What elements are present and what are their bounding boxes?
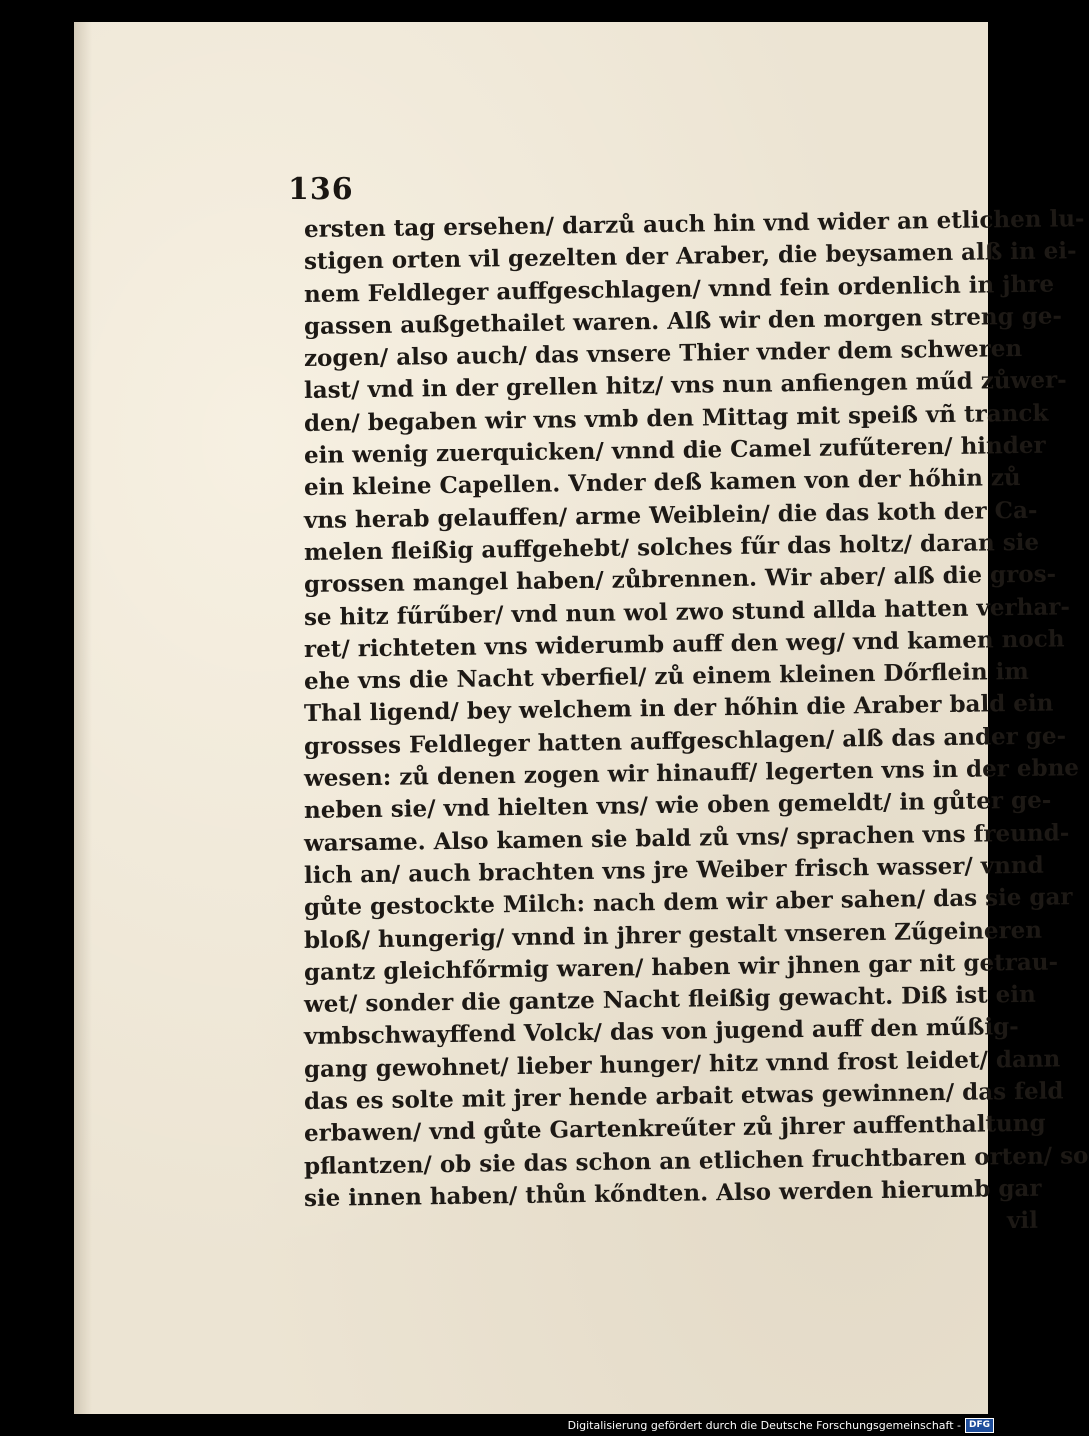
text-line: ret/ richteten vns widerumb auff den weg/ vnd kamen noch bbox=[303, 625, 1065, 663]
dfg-logo: DFG bbox=[965, 1418, 994, 1433]
text-line: gang gewohnet/ lieber hunger/ hitz vnnd frost leidet/ dann bbox=[303, 1045, 1061, 1083]
text-line: wet/ sonder die gantze Nacht fleißig gewacht. Diß ist ein bbox=[303, 980, 1036, 1019]
text-line: gantz gleichfőrmig waren/ haben wir jhnen gar nit getrau- bbox=[303, 948, 1059, 986]
text-line: den/ begaben wir vns vmb den Mittag mit speiß vñ tranck bbox=[303, 399, 1049, 437]
text-line: erbawen/ vnd gůte Gartenkreűter zů jhrer auffenthaltung bbox=[303, 1109, 1046, 1148]
text-line: last/ vnd in der grellen hitz/ vns nun anfiengen műd zůwer- bbox=[303, 366, 1067, 405]
text-line: warsame. Also kamen sie bald zů vns/ sprachen vns freund- bbox=[303, 818, 1070, 857]
footer-credit-text: Digitalisierung gefördert durch die Deutsche Forschungsgemeinschaft - bbox=[567, 1418, 961, 1432]
text-line: wesen: zů denen zogen wir hinauff/ legerten vns in der ebne bbox=[303, 754, 1080, 793]
text-line: sie innen haben/ thůn kőndten. Also werden hierumb gar bbox=[303, 1174, 1042, 1212]
text-line: neben sie/ vnd hielten vns/ wie oben gemeldt/ in gůter ge- bbox=[303, 786, 1052, 825]
text-line: gůte gestockte Milch: nach dem wir aber sahen/ das sie gar bbox=[303, 883, 1073, 922]
page-number: 136 bbox=[288, 172, 354, 207]
text-line: gassen außgethailet waren. Alß wir den morgen streng ge- bbox=[303, 302, 1063, 340]
text-line: stigen orten vil gezelten der Araber, die beysamen alß in ei- bbox=[303, 237, 1077, 276]
catchword: vil bbox=[1006, 1206, 1039, 1235]
text-line: zogen/ also auch/ das vnsere Thier vnder dem schweren bbox=[303, 335, 1023, 373]
text-line: pflantzen/ ob sie das schon an etlichen fruchtbaren orten/ so bbox=[303, 1141, 1089, 1180]
text-line: ehe vns die Nacht vberfiel/ zů einem kleinen Dőrflein im bbox=[303, 658, 1029, 696]
text-line: nem Feldleger auffgeschlagen/ vnnd fein ordenlich in jhre bbox=[303, 270, 1055, 308]
text-line: ein wenig zuerquicken/ vnnd die Camel zufűteren/ hinder bbox=[303, 431, 1046, 470]
text-line: das es solte mit jrer hende arbait etwas gewinnen/ das feld bbox=[303, 1077, 1064, 1116]
text-line: grosses Feldleger hatten auffgeschlagen/ alß das ander ge- bbox=[303, 722, 1067, 760]
text-line: lich an/ auch brachten vns jre Weiber frisch wasser/ vnnd bbox=[303, 851, 1044, 889]
text-line: vmbschwayffend Volck/ das von jugend auff den műßig- bbox=[303, 1013, 1019, 1051]
digitization-footer bbox=[568, 1416, 994, 1434]
text-line: grossen mangel haben/ zůbrennen. Wir aber/ alß die gros- bbox=[303, 560, 1057, 599]
text-line: ein kleine Capellen. Vnder deß kamen von der hőhin zů bbox=[303, 464, 1021, 502]
text-line: bloß/ hungerig/ vnnd in jhrer gestalt vnseren Zűgeineren bbox=[303, 916, 1043, 954]
text-line: se hitz fűrűber/ vnd nun wol zwo stund allda hatten verhar- bbox=[303, 592, 1071, 631]
text-line: Thal ligend/ bey welchem in der hőhin die Araber bald ein bbox=[303, 689, 1054, 728]
page-text-block bbox=[303, 205, 1089, 1248]
book-page bbox=[74, 22, 1089, 1414]
text-line: melen fleißig auffgehebt/ solches fűr das holtz/ daran sie bbox=[303, 528, 1040, 566]
page-gutter-shadow bbox=[74, 22, 92, 1414]
text-line: vns herab gelauffen/ arme Weiblein/ die das koth der Ca- bbox=[303, 496, 1038, 534]
text-line: ersten tag ersehen/ darzů auch hin vnd wider an etlichen lu- bbox=[303, 205, 1085, 243]
